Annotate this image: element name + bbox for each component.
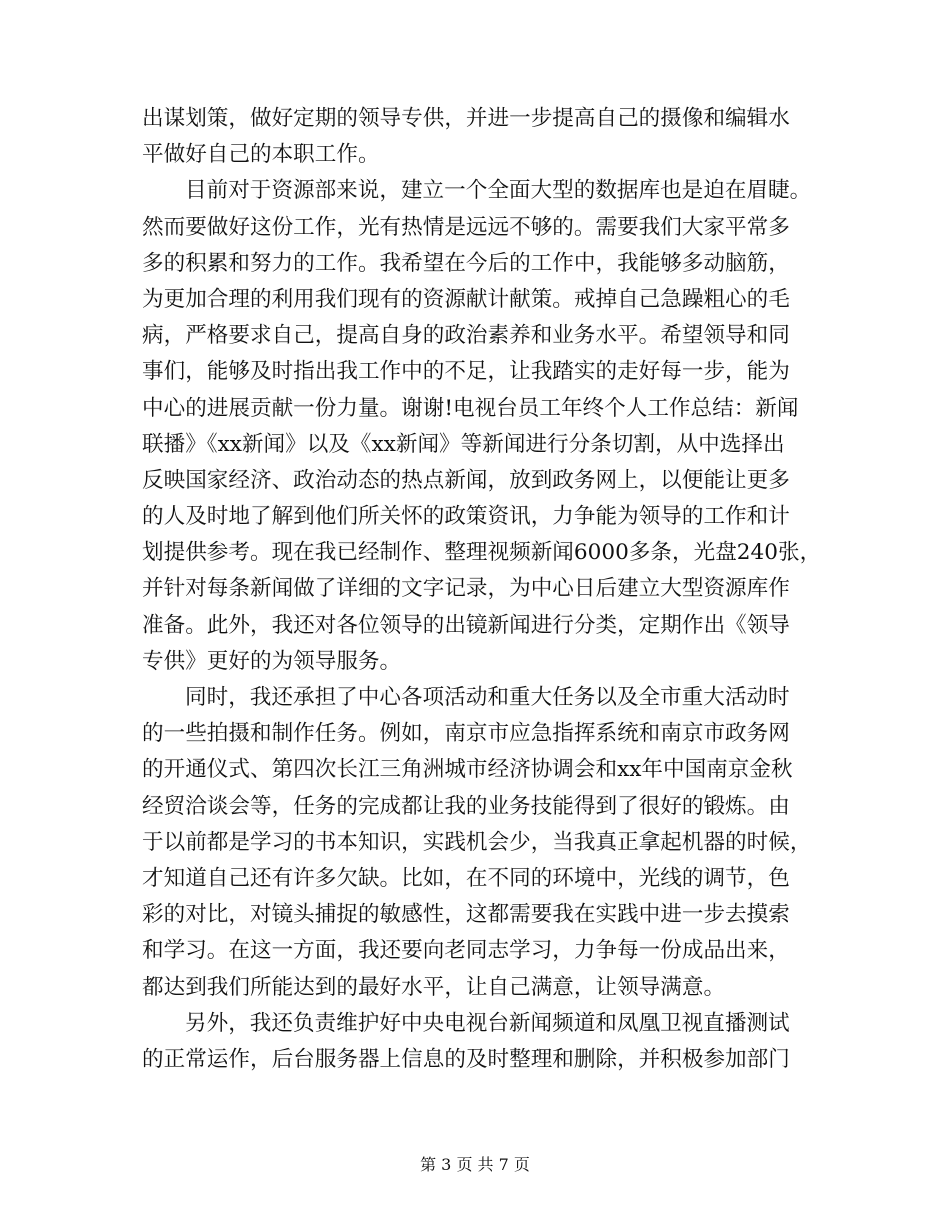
text-line: 目前对于资源部来说，建立一个全面大型的数据库也是迫在眉睫。 (185, 178, 812, 204)
text-line: 专供》更好的为领导服务。 (142, 648, 402, 674)
text-line: 然而要做好这份工作，光有热情是远远不够的。需要我们大家平常多 (142, 214, 790, 240)
text-line: 都达到我们所能达到的最好水平，让自己满意，让领导满意。 (142, 974, 726, 1000)
page-footer: 第 3 页 共 7 页 (420, 1155, 530, 1174)
text-line: 彩的对比，对镜头捕捉的敏感性，这都需要我在实践中进一步去摸索 (142, 902, 790, 928)
text-line: 的人及时地了解到他们所关怀的政策资讯，力争能为领导的工作和计 (142, 504, 790, 530)
text-line: 准备。此外，我还对各位领导的出镜新闻进行分类，定期作出《领导 (142, 612, 790, 638)
text-line: 划提供参考。现在我已经制作、整理视频新闻6000多条，光盘240张， (142, 540, 822, 566)
text-line: 中心的进展贡献一份力量。谢谢!电视台员工年终个人工作总结：新闻 (142, 395, 799, 421)
text-line: 并针对每条新闻做了详细的文字记录，为中心日后建立大型资源库作 (142, 576, 790, 602)
text-line: 的一些拍摄和制作任务。例如，南京市应急指挥系统和南京市政务网 (142, 721, 790, 747)
document-body (142, 101, 822, 1078)
text-line: 和学习。在这一方面，我还要向老同志学习，力争每一份成品出来， (142, 938, 790, 964)
text-line: 病，严格要求自己，提高自身的政治素养和业务水平。希望领导和同 (142, 323, 790, 349)
text-line: 同时，我还承担了中心各项活动和重大任务以及全市重大活动时 (185, 685, 790, 710)
text-line: 另外，我还负责维护好中央电视台新闻频道和凤凰卫视直播测试 (185, 1010, 790, 1036)
text-line: 的开通仪式、第四次长江三角洲城市经济协调会和xx年中国南京金秋 (142, 757, 793, 783)
text-line: 才知道自己还有许多欠缺。比如，在不同的环境中，光线的调节，色 (142, 865, 790, 891)
text-line: 事们，能够及时指出我工作中的不足，让我踏实的走好每一步，能为 (142, 359, 790, 385)
text-line: 反映国家经济、政治动态的热点新闻，放到政务网上，以便能让更多 (142, 467, 790, 493)
text-line: 出谋划策，做好定期的领导专供，并进一步提高自己的摄像和编辑水 (142, 106, 790, 131)
text-line: 经贸洽谈会等，任务的完成都让我的业务技能得到了很好的锻炼。由 (142, 793, 790, 819)
text-line: 平做好自己的本职工作。 (142, 142, 380, 168)
text-line: 为更加合理的利用我们现有的资源献计献策。戒掉自己急躁粗心的毛 (142, 286, 790, 312)
text-line: 的正常运作，后台服务器上信息的及时整理和删除，并积极参加部门 (142, 1046, 790, 1072)
text-line: 联播》《xx新闻》以及《xx新闻》等新闻进行分条切割，从中选择出 (142, 431, 785, 457)
text-line: 多的积累和努力的工作。我希望在今后的工作中，我能够多动脑筋， (142, 250, 790, 276)
text-line: 于以前都是学习的书本知识，实践机会少，当我真正拿起机器的时候， (142, 829, 812, 855)
